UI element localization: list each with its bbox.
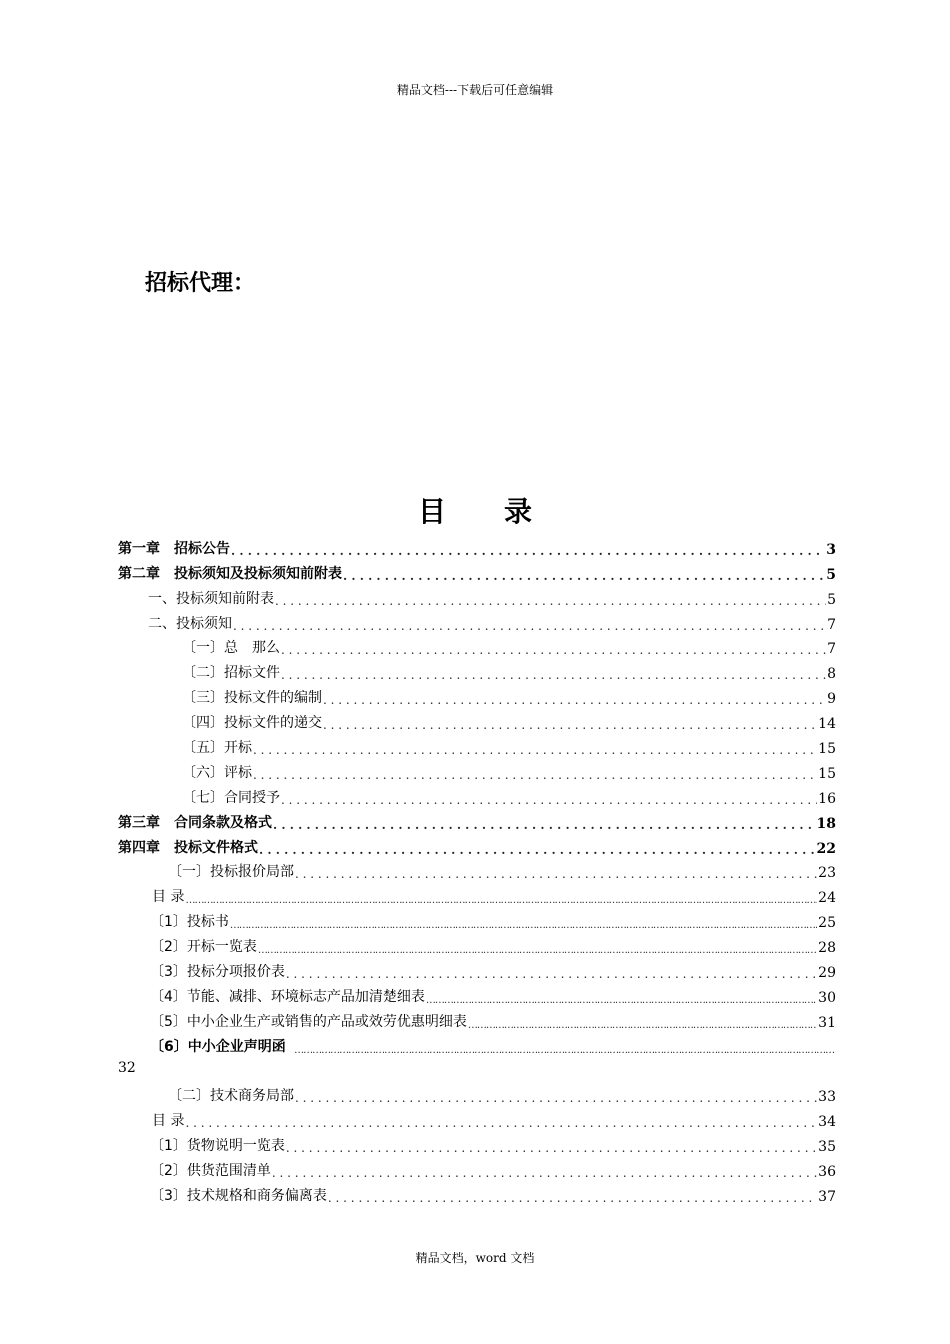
toc-entry[interactable] — [118, 1155, 836, 1180]
toc-entry[interactable] — [118, 981, 836, 1006]
toc-entry-label: 〔1〕货物说明一览表 — [150, 1138, 285, 1155]
toc-entry-page: 22 — [816, 840, 836, 857]
toc-entry-label: 〔四〕投标文件的递交 — [182, 715, 322, 732]
table-of-contents — [118, 533, 836, 1205]
toc-entry-label: 第四章 投标文件格式 — [118, 839, 258, 856]
toc-entry-label: 〔二〕技术商务局部 — [168, 1088, 294, 1105]
toc-entry[interactable] — [118, 931, 836, 956]
toc-entry-chapter-1[interactable] — [118, 533, 836, 558]
agent-label: 招标代理： — [145, 271, 256, 296]
toc-entry-page: 31 — [818, 1014, 836, 1031]
toc-entry-label: 〔2〕供货范围清单 — [150, 1163, 271, 1180]
toc-entry-label: 〔6〕中小企业声明函 — [150, 1038, 286, 1055]
toc-entry[interactable] — [118, 657, 836, 682]
toc-entry-label: 〔七〕合同授予 — [182, 789, 280, 806]
toc-entry-page: 30 — [818, 989, 836, 1006]
toc-entry-label: 〔2〕开标一览表 — [150, 939, 257, 956]
toc-entry[interactable] — [118, 956, 836, 981]
toc-entry-label: 目 录 — [152, 889, 185, 906]
toc-entry-label: 〔1〕投标书 — [150, 914, 229, 931]
toc-entry-page: 7 — [827, 641, 836, 658]
toc-entry-page: 34 — [818, 1114, 836, 1131]
toc-entry[interactable] — [118, 1105, 836, 1130]
toc-title — [0, 490, 950, 530]
toc-entry-page: 33 — [818, 1089, 836, 1106]
toc-entry-label: 第二章 投标须知及投标须知前附表 — [118, 565, 342, 582]
toc-entry-label: 一、投标须知前附表 — [148, 590, 274, 607]
toc-entry-label: 〔一〕投标报价局部 — [168, 864, 294, 881]
toc-entry-page: 15 — [818, 741, 836, 758]
toc-entry[interactable] — [118, 1130, 836, 1155]
toc-entry-page: 3 — [826, 541, 836, 558]
toc-entry-label: 〔二〕招标文件 — [182, 665, 280, 682]
page-header: 精品文档---下载后可任意编辑 — [396, 83, 554, 97]
toc-entry-label: 第一章 招标公告 — [118, 540, 230, 557]
toc-entry-chapter-4[interactable] — [118, 832, 836, 857]
toc-entry-page: 5 — [826, 566, 836, 583]
toc-entry-label: 〔3〕投标分项报价表 — [150, 964, 285, 981]
toc-entry-page: 24 — [818, 890, 836, 907]
toc-entry[interactable] — [118, 1081, 836, 1106]
toc-entry[interactable] — [118, 1006, 836, 1031]
toc-entry-label: 〔5〕中小企业生产或销售的产品或效劳优惠明细表 — [150, 1013, 467, 1030]
toc-entry-page: 25 — [818, 915, 836, 932]
toc-entry[interactable] — [118, 782, 836, 807]
toc-entry[interactable] — [118, 857, 836, 882]
toc-entry-label: 〔六〕评标 — [182, 764, 252, 781]
toc-entry-page: 29 — [818, 965, 836, 982]
toc-entry-page: 37 — [818, 1189, 836, 1206]
toc-entry-page: 23 — [818, 865, 836, 882]
toc-entry[interactable] — [118, 732, 836, 757]
toc-entry[interactable] — [118, 757, 836, 782]
toc-title-char-1: 目 — [417, 495, 446, 528]
toc-entry[interactable] — [118, 906, 836, 931]
toc-entry-chapter-3[interactable] — [118, 807, 836, 832]
toc-entry-label: 〔三〕投标文件的编制 — [182, 690, 322, 707]
toc-entry-label: 〔4〕节能、减排、环境标志产品加清楚细表 — [150, 988, 425, 1005]
toc-entry-page: 28 — [818, 940, 836, 957]
toc-entry[interactable] — [118, 633, 836, 658]
toc-entry-page: 35 — [818, 1139, 836, 1156]
toc-entry-label: 目 录 — [152, 1113, 185, 1130]
toc-entry-page: 18 — [816, 815, 836, 832]
toc-entry[interactable] — [118, 881, 836, 906]
toc-entry-page: 8 — [827, 666, 836, 683]
toc-entry-page: 9 — [827, 691, 836, 708]
toc-entry-label: 〔一〕总 那么 — [182, 640, 280, 657]
toc-entry[interactable] — [118, 608, 836, 633]
toc-entry-label: 〔五〕开标 — [182, 740, 252, 757]
toc-entry-page: 16 — [818, 790, 836, 807]
toc-entry-page: 14 — [818, 716, 836, 733]
toc-entry-label: 第三章 合同条款及格式 — [118, 814, 272, 831]
toc-entry-page: 32 — [118, 1059, 136, 1076]
toc-entry-page: 36 — [818, 1164, 836, 1181]
toc-entry-page: 7 — [827, 616, 836, 633]
page-footer: 精品文档，word 文档 — [415, 1251, 535, 1265]
toc-entry-page: 15 — [818, 765, 836, 782]
toc-entry[interactable] — [118, 682, 836, 707]
toc-entry-label: 〔3〕技术规格和商务偏离表 — [150, 1188, 327, 1205]
toc-entry-wrapped[interactable] — [118, 1031, 836, 1081]
toc-entry-chapter-2[interactable] — [118, 558, 836, 583]
toc-entry[interactable] — [118, 583, 836, 608]
toc-entry[interactable] — [118, 1180, 836, 1205]
toc-entry[interactable] — [118, 707, 836, 732]
toc-title-char-2: 录 — [504, 495, 533, 528]
toc-entry-page: 5 — [827, 591, 836, 608]
toc-entry-label: 二、投标须知 — [148, 615, 232, 632]
